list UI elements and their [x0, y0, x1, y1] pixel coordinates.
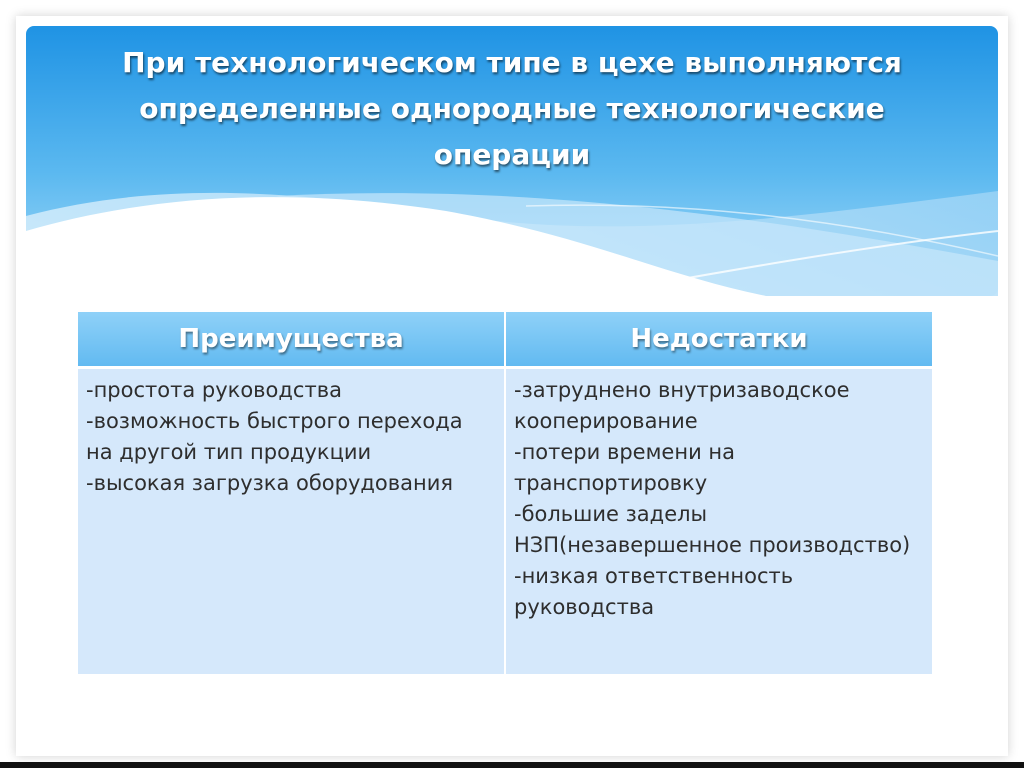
comparison-table: [78, 312, 932, 674]
list-item: -большие заделы: [514, 502, 708, 526]
table-row: [78, 368, 932, 675]
title-line: операции: [433, 138, 591, 171]
list-item: на другой тип продукции: [86, 440, 372, 464]
list-item: -потери времени на: [514, 440, 736, 464]
slide: [16, 16, 1008, 756]
list-item: НЗП(незавершенное производство): [514, 533, 911, 557]
list-item: -высокая загрузка оборудования: [86, 471, 454, 495]
list-item: руководства: [514, 595, 655, 619]
list-item: -затруднено внутризаводское: [514, 378, 850, 402]
bottom-edge-bar: [0, 762, 1024, 768]
list-item: кооперирование: [514, 409, 698, 433]
advantages-cell: [78, 368, 505, 675]
header-advantages: Преимущества: [78, 312, 505, 368]
header-disadvantages: Недостатки: [505, 312, 932, 368]
slide-title: [56, 40, 968, 178]
title-line: При технологическом типе в цехе выполняются: [122, 46, 902, 79]
list-item: транспортировку: [514, 471, 708, 495]
table-header-row: [78, 312, 932, 368]
list-item: -простота руководства: [86, 378, 342, 402]
title-line: определенные однородные технологические: [139, 92, 885, 125]
list-item: -низкая ответственность: [514, 564, 794, 588]
comparison-table-wrapper: [78, 312, 932, 674]
disadvantages-cell: [505, 368, 932, 675]
list-item: -возможность быстрого перехода: [86, 409, 463, 433]
